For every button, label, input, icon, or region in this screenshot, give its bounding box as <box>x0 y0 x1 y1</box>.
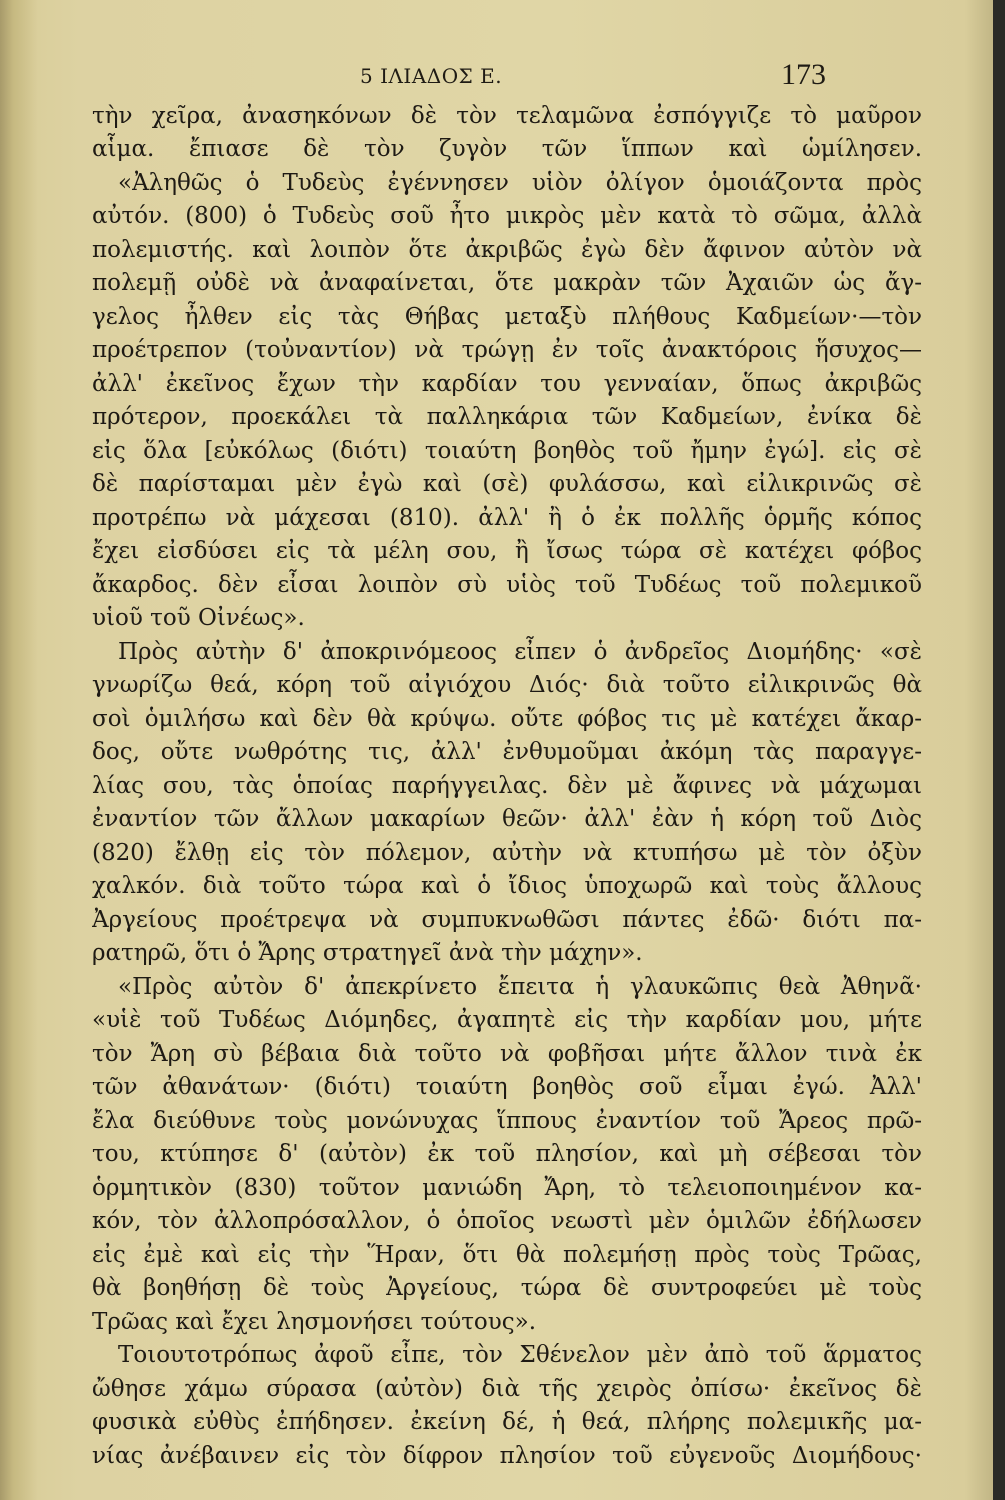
text-line: Πρὸς αὐτὴν δ' ἀποκρινόμεοος εἶπεν ὁ ἀνδρεῖος Διομήδης· «σὲ <box>118 639 922 665</box>
text-line: γελος ἦλθεν εἰς τὰς Θήβας μεταξὺ πλήθους Καδμείων·—τὸν <box>92 304 922 330</box>
text-line: «υἱὲ τοῦ Τυδέως Διόμηδες, ἀγαπητὲ εἰς τὴν καρδίαν μου, μήτε <box>92 1007 922 1033</box>
text-line: νίας ἀνέβαινεν εἰς τὸν δίφρον πλησίον τοῦ εὐγενοῦς Διομήδους· <box>92 1443 922 1469</box>
text-line: προτρέπω νὰ μάχεσαι (810). ἀλλ' ἢ ὁ ἐκ πολλῆς ὁρμῆς κόπος <box>92 505 922 531</box>
text-line: τὸν Ἄρη σὺ βέβαια διὰ τοῦτο νὰ φοβῆσαι μήτε ἄλλον τινὰ ἐκ <box>92 1041 922 1067</box>
body-text <box>92 98 922 1478</box>
text-line: δος, οὔτε νωθρότης τις, ἀλλ' ἐνθυμοῦμαι ἀκόμη τὰς παραγγε- <box>92 739 922 765</box>
text-line: χαλκόν. διὰ τοῦτο τώρα καὶ ὁ ἴδιος ὑποχωρῶ καὶ τοὺς ἄλλους <box>92 873 922 899</box>
text-line: ρατηρῶ, ὅτι ὁ Ἄρης στρατηγεῖ ἀνὰ τὴν μάχην». <box>92 940 643 966</box>
text-line: «Πρὸς αὐτὸν δ' ἀπεκρίνετο ἔπειτα ἡ γλαυκῶπις θεὰ Ἀθηνᾶ· <box>118 974 922 1000</box>
text-line: πρότερον, προεκάλει τὰ παλληκάρια τῶν Καδμείων, ἐνίκα δὲ <box>92 404 922 430</box>
text-line: ἄκαρδος. δὲν εἶσαι λοιπὸν σὺ υἱὸς τοῦ Τυδέως τοῦ πολεμικοῦ <box>92 572 922 598</box>
text-line: ἔχει εἰσδύσει εἰς τὰ μέλη σου, ἢ ἴσως τώρα σὲ κατέχει φόβος <box>92 538 922 564</box>
text-line: πολεμῇ οὐδὲ νὰ ἀναφαίνεται, ὅτε μακρὰν τῶν Ἀχαιῶν ὡς ἄγ- <box>92 270 922 296</box>
page-right-edge <box>993 0 1005 1500</box>
text-line: ἀλλ' ἐκεῖνος ἔχων τὴν καρδίαν του γενναίαν, ὅπως ἀκριβῶς <box>92 371 922 397</box>
text-line: ὁρμητικὸν (830) τοῦτον μανιώδη Ἄρη, τὸ τελειοποιημένον κα- <box>92 1175 922 1201</box>
text-line: του, κτύπησε δ' (αὐτὸν) ἐκ τοῦ πλησίον, καὶ μὴ σέβεσαι τὸν <box>92 1141 922 1167</box>
text-line: πολεμιστής. καὶ λοιπὸν ὅτε ἀκριβῶς ἐγὼ δὲν ἄφινον αὐτὸν νὰ <box>92 237 922 263</box>
text-line: ἐναντίον τῶν ἄλλων μακαρίων θεῶν· ἀλλ' ἐὰν ἡ κόρη τοῦ Διὸς <box>92 806 922 832</box>
text-line: τῶν ἀθανάτων· (διότι) τοιαύτη βοηθὸς σοῦ εἶμαι ἐγώ. Ἀλλ' <box>92 1074 922 1100</box>
text-line: δὲ παρίσταμαι μὲν ἐγὼ καὶ (σὲ) φυλάσσω, καὶ εἰλικρινῶς σὲ <box>92 471 922 497</box>
text-line: Ἀργείους προέτρεψα νὰ συμπυκνωθῶσι πάντες ἐδῶ· διότι πα- <box>92 907 922 933</box>
text-line: γνωρίζω θεά, κόρη τοῦ αἰγιόχου Διός· διὰ τοῦτο εἰλικρινῶς θὰ <box>92 672 922 698</box>
text-line: τὴν χεῖρα, ἀνασηκόνων δὲ τὸν τελαμῶνα ἐσπόγγιζε τὸ μαῦρον <box>92 103 922 129</box>
text-line: υἱοῦ τοῦ Οἰνέως». <box>92 605 305 631</box>
text-line: (820) ἔλθῃ εἰς τὸν πόλεμον, αὐτὴν νὰ κτυπήσω μὲ τὸν ὀξὺν <box>92 840 922 866</box>
text-line: ὤθησε χάμω σύρασα (αὐτὸν) διὰ τῆς χειρὸς ὀπίσω· ἐκεῖνος δὲ <box>92 1376 922 1402</box>
page-number: 173 <box>781 58 826 91</box>
running-title: 5 ΙΛΙΑΔΟΣ Ε. <box>360 64 503 88</box>
text-line: θὰ βοηθήσῃ δὲ τοὺς Ἀργείους, τώρα δὲ συντροφεύει μὲ τοὺς <box>92 1275 922 1301</box>
text-line: εἰς ἐμὲ καὶ εἰς τὴν Ἥραν, ὅτι θὰ πολεμήσῃ πρὸς τοὺς Τρῶας, <box>92 1242 922 1268</box>
page-gutter-shadow <box>0 0 38 1500</box>
text-line: αὐτόν. (800) ὁ Τυδεὺς σοῦ ἦτο μικρὸς μὲν κατὰ τὸ σῶμα, ἀλλὰ <box>92 203 922 229</box>
text-line: λίας σου, τὰς ὁποίας παρήγγειλας. δὲν μὲ ἄφινες νὰ μάχωμαι <box>92 773 922 799</box>
text-line: κόν, τὸν ἀλλοπρόσαλλον, ὁ ὁποῖος νεωστὶ μὲν ὁμιλῶν ἐδήλωσεν <box>92 1208 922 1234</box>
text-line: Τρῶας καὶ ἔχει λησμονήσει τούτους». <box>92 1309 537 1335</box>
text-line: σοὶ ὁμιλήσω καὶ δὲν θὰ κρύψω. οὔτε φόβος τις μὲ κατέχει ἄκαρ- <box>92 706 922 732</box>
text-line: φυσικὰ εὐθὺς ἐπήδησεν. ἐκείνη δέ, ἡ θεά, πλήρης πολεμικῆς μα- <box>92 1409 922 1435</box>
text-line: εἰς ὅλα [εὐκόλως (διότι) τοιαύτη βοηθὸς τοῦ ἤμην ἐγώ]. εἰς σὲ <box>92 438 922 464</box>
text-line: «Ἀληθῶς ὁ Τυδεὺς ἐγέννησεν υἱὸν ὀλίγον ὁμοιάζοντα πρὸς <box>118 170 922 196</box>
text-line: αἷμα. ἔπιασε δὲ τὸν ζυγὸν τῶν ἵππων καὶ ὡμίλησεν. <box>92 136 922 162</box>
text-line: ἔλα διεύθυνε τοὺς μονώνυχας ἵππους ἐναντίον τοῦ Ἄρεος πρῶ- <box>92 1108 922 1134</box>
text-line: προέτρεπον (τοὐναντίον) νὰ τρώγῃ ἐν τοῖς ἀνακτόροις ἥσυχος— <box>92 337 922 363</box>
text-line: Τοιουτοτρόπως ἀφοῦ εἶπε, τὸν Σθένελον μὲν ἀπὸ τοῦ ἅρματος <box>118 1342 922 1368</box>
